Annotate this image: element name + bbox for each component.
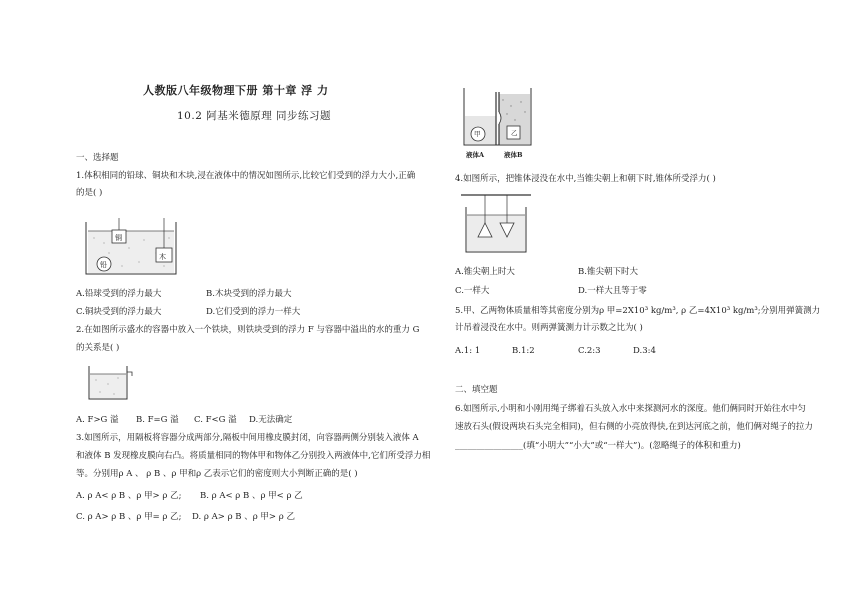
q4-option-a: A.锥尖朝上时大: [455, 267, 515, 277]
q5-option-a: A.1: 1: [455, 346, 481, 356]
section-choice-heading: 一、选择题: [76, 153, 119, 163]
q3-line1: 3.如图所示，用隔板将容器分成两部分,隔板中间用橡皮膜封闭，向容器两侧分别装入液体 A: [76, 433, 419, 443]
fig1-label-lead: 铅: [100, 261, 107, 269]
q3-option-c: C. ρ A> ρ B 、ρ 甲= ρ 乙;: [76, 512, 182, 522]
q3-figure: [463, 86, 533, 148]
q1-option-a: A.铅球受到的浮力最大: [76, 289, 162, 299]
fig3-label-liquid-b: 液体B: [504, 151, 523, 159]
q2-line2: 的关系是( ): [76, 343, 120, 353]
q1-line2: 的是( ): [76, 188, 103, 198]
q2-line1: 2.在如图所示盛水的容器中放入一个铁块，则铁块受到的浮力 F 与容器中溢出的水的重力 G: [76, 325, 420, 335]
q3-option-b: B. ρ A< ρ B 、ρ 甲< ρ 乙: [200, 491, 303, 501]
fig3-label-yi: 乙: [511, 129, 518, 137]
q1-option-b: B.木块受到的浮力最大: [206, 289, 292, 299]
fig1-label-copper: 铜: [115, 234, 122, 242]
fig3-label-liquid-a: 液体A: [466, 151, 485, 159]
q1-figure: [84, 218, 179, 276]
section-fill-heading: 二、填空题: [455, 385, 498, 395]
q2-option-a: A. F>G 溢: [76, 415, 119, 425]
q6-line2: 速放石头(假设两块石头完全相同)，但右侧的小亮放得快,在到达河底之前，他们俩对绳子的拉力: [455, 422, 813, 432]
fig3-label-jia: 甲: [474, 130, 481, 138]
q3-option-d: D. ρ A> ρ B 、ρ 甲> ρ 乙: [192, 512, 295, 522]
q5-option-b: B.1:2: [512, 346, 535, 356]
q4-option-b: B.锥尖朝下时大: [578, 267, 638, 277]
fig1-label-wood: 木: [159, 253, 166, 261]
page-subtitle: 10.2 阿基米德原理 同步练习题: [177, 110, 332, 122]
q6-line3: ________________(填“小明大”“小大”或“一样大”)。(忽略绳子的体积和重力): [455, 441, 741, 451]
q5-line2: 计吊着浸没在水中。则两弹簧测力计示数之比为( ): [455, 323, 643, 333]
q4-line1: 4.如图所示，把锥体浸没在水中,当锥尖朝上和朝下时,锥体所受浮力( ): [455, 174, 716, 184]
q3-line2: 和液体 B 发现橡皮膜向右凸。将质量相同的物体甲和物体乙分别投入两液体中,它们所受浮力相: [76, 451, 431, 461]
q1-option-c: C.铜块受到的浮力最大: [76, 307, 162, 317]
q2-option-b: B. F=G 溢: [136, 415, 179, 425]
q5-option-c: C.2:3: [578, 346, 601, 356]
q1-line1: 1.体积相同的铅球、铜块和木块,浸在液体中的情况如图所示,比较它们受到的浮力大小,正确: [76, 171, 416, 181]
page-title: 人教版八年级物理下册 第十章 浮 力: [143, 84, 329, 97]
q2-option-c: C. F<G 溢: [194, 415, 237, 425]
q1-option-d: D.它们受到的浮力一样大: [206, 307, 301, 317]
q3-line3: 等。分别用ρ A 、 ρ B 、ρ 甲和ρ 乙表示它们的密度则大小判断正确的是( ): [76, 469, 358, 479]
q5-option-d: D.3:4: [633, 346, 656, 356]
q2-figure: [86, 364, 136, 400]
q2-option-d: D.无法确定: [249, 415, 293, 425]
q4-figure: [461, 191, 531, 255]
q6-line1: 6.如图所示,小明和小刚用绳子绑着石头放入水中来探测河水的深度。他们俩同时开始往水中匀: [455, 404, 806, 414]
q5-line1: 5.甲、乙两物体质量相等其密度分别为ρ 甲=2X10³ kg/m³, ρ 乙=4X10³ kg/m³;分别用弹簧测力: [455, 306, 821, 316]
q4-option-d: D.一样大且等于零: [578, 286, 647, 296]
q4-option-c: C.一样大: [455, 286, 490, 296]
q3-option-a: A. ρ A< ρ B 、ρ 甲> ρ 乙;: [76, 491, 182, 501]
